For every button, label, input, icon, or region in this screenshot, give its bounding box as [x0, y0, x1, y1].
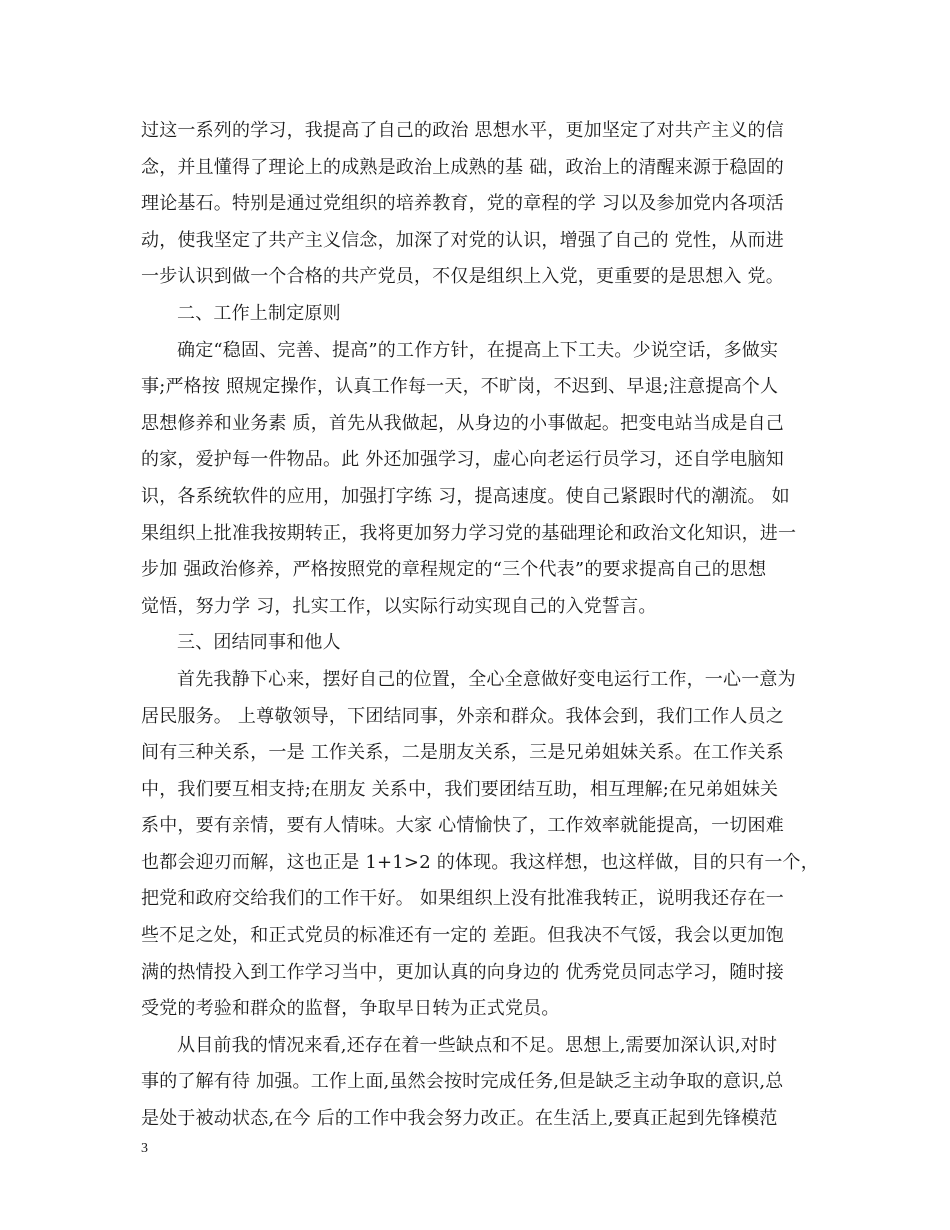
text-line: 居民服务。 上尊敬领导，下团结同事，外亲和群众。我体会到，我们工作人员之 [141, 705, 784, 727]
text-line: 理论基石。特别是通过党组织的培养教育，党的章程的学 习以及参加党内各项活 [141, 193, 784, 215]
text-line: 思想修养和业务素 质，首先从我做起，从身边的小事做起。把变电站当成是自己 [141, 412, 784, 434]
text-line: 事;严格按 照规定操作，认真工作每一天，不旷岗，不迟到、早退;注意提高个人 [141, 376, 779, 398]
text-line: 果组织上批准我按期转正，我将更加努力学习党的基础理论和政治文化知识，进一 [141, 522, 797, 544]
text-line: 是处于被动状态,在今 后的工作中我会努力改正。在生活上,要真正起到先锋模范 [141, 1108, 778, 1130]
text-line: 从目前我的情况来看,还存在着一些缺点和不足。思想上,需要加深认识,对时 [177, 1034, 778, 1056]
text-line: 受党的考验和群众的监督，争取早日转为正式党员。 [141, 998, 560, 1020]
text-line: 事的了解有待 加强。工作上面,虽然会按时完成任务,但是缺乏主动争取的意识,总 [141, 1071, 784, 1093]
text-line: 动，使我坚定了共产主义信念，加深了对党的认识，增强了自己的 党性，从而进 [141, 229, 784, 251]
text-line: 把党和政府交给我们的工作干好。 如果组织上没有批准我转正，说明我还存在一 [141, 888, 784, 910]
text-line: 确定“稳固、完善、提高”的工作方针，在提高上下工夫。少说空话，多做实 [177, 339, 779, 361]
text-line: 一步认识到做一个合格的共产党员，不仅是组织上入党，更重要的是思想入 党。 [141, 266, 784, 288]
text-line: 首先我静下心来，摆好自己的位置，全心全意做好变电运行工作，一心一意为 [177, 668, 796, 690]
text-line: 满的热情投入到工作学习当中，更加认真的向身边的 优秀党员同志学习，随时接 [141, 961, 784, 983]
text-line: 的家，爱护每一件物品。此 外还加强学习，虚心向老运行员学习，还自学电脑知 [141, 449, 784, 471]
text-line: 系中，要有亲情，要有人情味。大家 心情愉快了，工作效率就能提高，一切困难 [141, 815, 784, 837]
text-line: 也都会迎刃而解，这也正是 1+1>2 的体现。我这样想，也这样做，目的只有一个， [141, 851, 819, 873]
text-line: 二、工作上制定原则 [177, 302, 341, 324]
text-line: 步加 强政治修养，严格按照党的章程规定的“三个代表”的要求提高自己的思想 [141, 559, 767, 581]
document-body [141, 113, 821, 1138]
text-line: 过这一系列的学习，我提高了自己的政治 思想水平，更加坚定了对共产主义的信 [141, 120, 784, 141]
text-line: 识，各系统软件的应用，加强打字练 习，提高速度。使自己紧跟时代的潮流。 如 [141, 485, 790, 507]
text-line: 三、团结同事和他人 [177, 632, 341, 654]
text-line: 念，并且懂得了理论上的成熟是政治上成熟的基 础，政治上的清醒来源于稳固的 [141, 156, 784, 178]
text-line: 间有三种关系，一是 工作关系，二是朋友关系，三是兄弟姐妹关系。在工作关系 [141, 742, 784, 764]
text-line: 些不足之处，和正式党员的标准还有一定的 差距。但我决不气馁，我会以更加饱 [141, 925, 784, 947]
page-number: 3 [141, 1141, 148, 1156]
text-line: 中，我们要互相支持;在朋友 关系中，我们要团结互助，相互理解;在兄弟姐妹关 [141, 778, 779, 800]
text-line: 觉悟，努力学 习，扎实工作，以实际行动实现自己的入党誓言。 [141, 595, 657, 617]
